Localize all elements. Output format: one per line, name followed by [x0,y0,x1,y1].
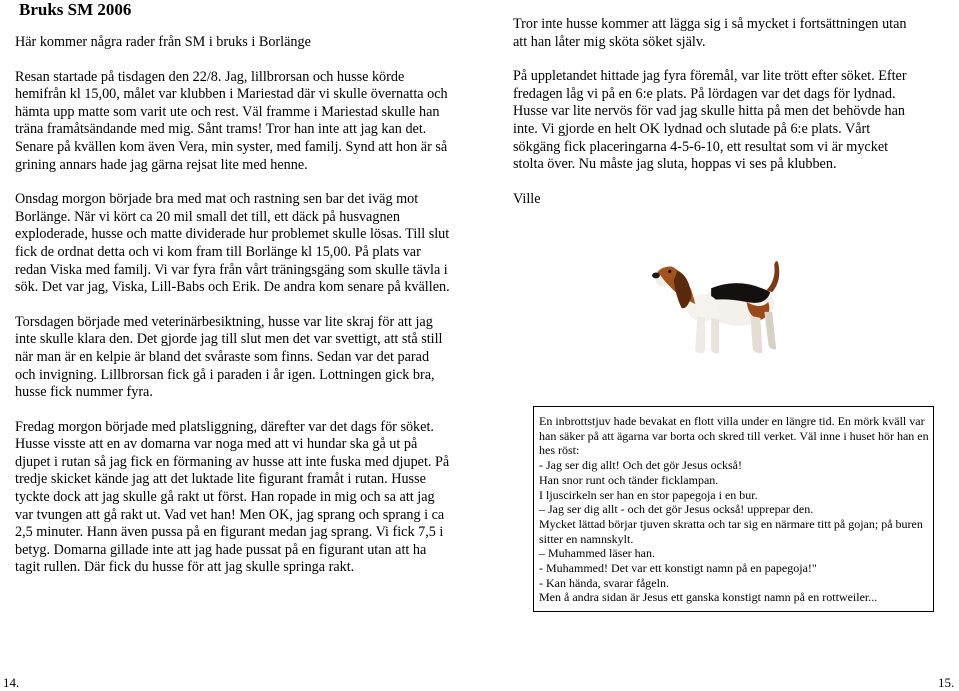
joke-line: I ljuscirkeln ser han en stor papegoja i en bur. [539,487,758,502]
paragraph-friday: Fredag morgon började med platsliggning, därefter var det dags för söket. Husse visste att en av domarna var noga med att vi hundar ska gå ut på djupet i rutan så jag fick en förmaning av husse att inte fuska med djupet. På tredje skicket kände jag att det luktade lite figurant framåt i rutan. Husse tyckte dock att jag skulle gå rakt ut först. Han ropade in mig och sa att jag var tvungen att gå rakt ut. Vad vet han! Men OK, jag sprang och sprang i ca 2,5 minuter. Hann även pussa på en figurant medan jag sprang. Vi fick 7,5 i betyg. Domarna gillade inte att jag hade pussat på en figurant utan att ha tagit rullen. Där fick du husse för att jag skulle springa rakt. [15,418,450,576]
joke-line: - Jag ser dig allt! Och det gör Jesus också! [539,458,742,473]
signature: Ville [513,190,541,207]
paragraph-continuation: Tror inte husse kommer att lägga sig i så mycket i fortsättningen utan att han låter mig sköta söket själv. [513,16,907,50]
joke-line: - Kan hända, svarar fågeln. [539,575,669,590]
joke-line: Mycket lättad börjar tjuven skratta och tar sig en närmare titt på gojan; på buren sitter en namnskylt. [539,516,923,546]
paragraph-thursday: Torsdagen började med veterinärbesiktning, husse var lite skraj för att jag inte skulle klara den. Det gjorde jag till slut men det var svettigt, att stå still när man är en kelpie är bland det svåraste som finns. Sedan var det parad och invigning. Lillbrorsan fick gå i paraden i år igen. Lottningen gick bra, husse fick nummer fyra. [15,313,443,401]
paragraph-wednesday: Onsdag morgon började bra med mat och rastning sen bar det iväg mot Borlänge. När vi kört ca 20 mil small det till, ett däck på husvagnen exploderade, husse och matte dividerade hur problemet skulle lösas. Till slut fick de ordnat detta och vi kom fram till Borlänge kl 15,00. På plats var redan Viska med familj. Vi var fyra från vårt träningsgäng som skulle tävla i sök. Det var jag, Viska, Lill-Babs och Erik. De andra kom senare på kvällen. [15,191,450,296]
paragraph-results: På uppletandet hittade jag fyra föremål, var lite trött efter söket. Efter fredagen låg vi på en 6:e plats. På lördagen var det dags för lydnad. Husse var lite nervös för vad jag skulle hitta på men det behövde han inte. Vi gjorde en helt OK lydnad och slutade på 6:e plats. Vårt sökgäng fick placeringarna 4-5-6-10, ett resultat som vi är mycket stolta över. Nu måste jag sluta, hoppas vi ses på klubben. [513,68,907,173]
basset-hound-illustration [652,240,790,370]
joke-line: - Muhammed! Det var ett konstigt namn på en papegoja!" [539,561,817,576]
intro-text: Här kommer några rader från SM i bruks i Borlänge [15,34,311,50]
joke-line: En inbrottstjuv hade bevakat en flott villa under en längre tid. En mörk kväll var han säker på att ägarna var borta och skred till verket. Väl inne i huset hör han en hes röst: [539,414,929,458]
page-number-right: 15. [938,675,955,690]
article-title: Bruks SM 2006 [19,0,132,19]
joke-box [533,406,934,612]
page-number-left: 14. [3,675,20,690]
left-column [15,0,453,577]
right-column [513,16,908,208]
joke-line: – Jag ser dig allt - och det gör Jesus också! upprepar den. [539,502,814,517]
joke-line: – Muhammed läser han. [539,546,655,561]
paragraph-tuesday: Resan startade på tisdagen den 22/8. Jag, lillbrorsan och husse körde hemifrån kl 15,00, målet var klubben i Mariestad där vi skulle övernatta och hämta upp matte som varit ute och rest. Väl framme i Mariestad skulle han träna framåtsändande med mig. Sånt trams! Tror han inte att jag kan det. Senare på kvällen kom även Vera, min syster, med familj. Synd att hon är så grining annars hade jag gärna rejsat lite med henne. [15,68,448,173]
joke-line: Han snor runt och tänder ficklampan. [539,472,719,487]
joke-line: Men å andra sidan är Jesus ett ganska konstigt namn på en rottweiler... [539,590,878,605]
